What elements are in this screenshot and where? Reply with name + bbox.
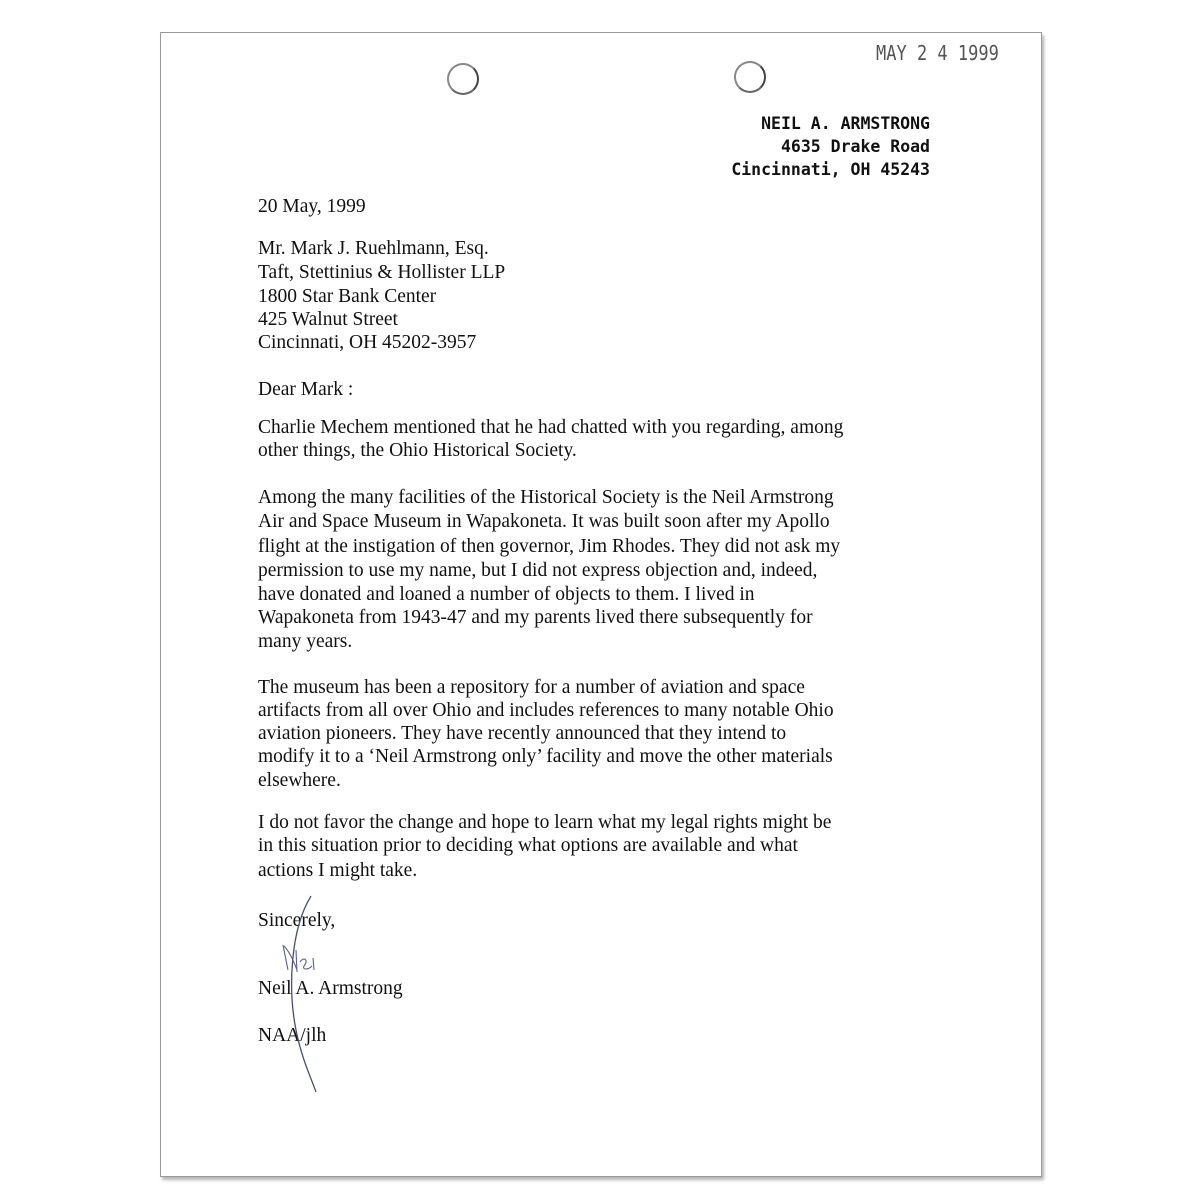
body-line: Charlie Mechem mentioned that he had chatted with you regarding, among — [258, 417, 844, 438]
recipient-line: 1800 Star Bank Center — [258, 286, 437, 307]
body-line: I do not favor the change and hope to learn what my legal rights might be — [258, 812, 832, 833]
letterhead-street: 4635 Drake Road — [780, 137, 930, 156]
letter-date: 20 May, 1999 — [258, 196, 366, 217]
body-line: aviation pioneers. They have recently announced that they intend to — [258, 723, 787, 744]
punch-hole — [447, 63, 479, 95]
body-line: Wapakoneta from 1943-47 and my parents lived there subsequently for — [258, 607, 813, 628]
letterhead-name: NEIL A. ARMSTRONG — [761, 114, 930, 133]
closing: Sincerely, — [258, 910, 336, 931]
body-line: actions I might take. — [258, 860, 418, 881]
salutation: Dear Mark : — [258, 379, 354, 400]
body-line: have donated and loaned a number of objects to them. I lived in — [258, 584, 755, 605]
body-line: Among the many facilities of the Historical Society is the Neil Armstrong — [258, 487, 834, 508]
recipient-line: Mr. Mark J. Ruehlmann, Esq. — [258, 238, 489, 259]
body-line: artifacts from all over Ohio and includes references to many notable Ohio — [258, 700, 834, 721]
body-line: in this situation prior to deciding what options are available and what — [258, 835, 798, 856]
punch-hole — [734, 61, 766, 93]
body-line: other things, the Ohio Historical Society. — [258, 440, 577, 461]
typist-initials: NAA/jlh — [258, 1025, 327, 1046]
recipient-line: Taft, Stettinius & Hollister LLP — [258, 262, 506, 283]
signer-name: Neil A. Armstrong — [258, 978, 403, 999]
body-line: modify it to a ‘Neil Armstrong only’ facility and move the other materials — [258, 746, 833, 767]
recipient-line: 425 Walnut Street — [258, 309, 398, 330]
body-line: Air and Space Museum in Wapakoneta. It was built soon after my Apollo — [258, 511, 830, 532]
body-line: The museum has been a repository for a number of aviation and space — [258, 677, 805, 698]
body-line: many years. — [258, 631, 353, 652]
received-date-stamp: MAY 2 4 1999 — [876, 42, 999, 66]
recipient-line: Cincinnati, OH 45202-3957 — [258, 332, 477, 353]
letterhead-city: Cincinnati, OH 45243 — [731, 160, 930, 179]
body-line: flight at the instigation of then governor, Jim Rhodes. They did not ask my — [258, 536, 841, 557]
body-line: elsewhere. — [258, 770, 341, 791]
body-line: permission to use my name, but I did not express objection and, indeed, — [258, 560, 818, 581]
